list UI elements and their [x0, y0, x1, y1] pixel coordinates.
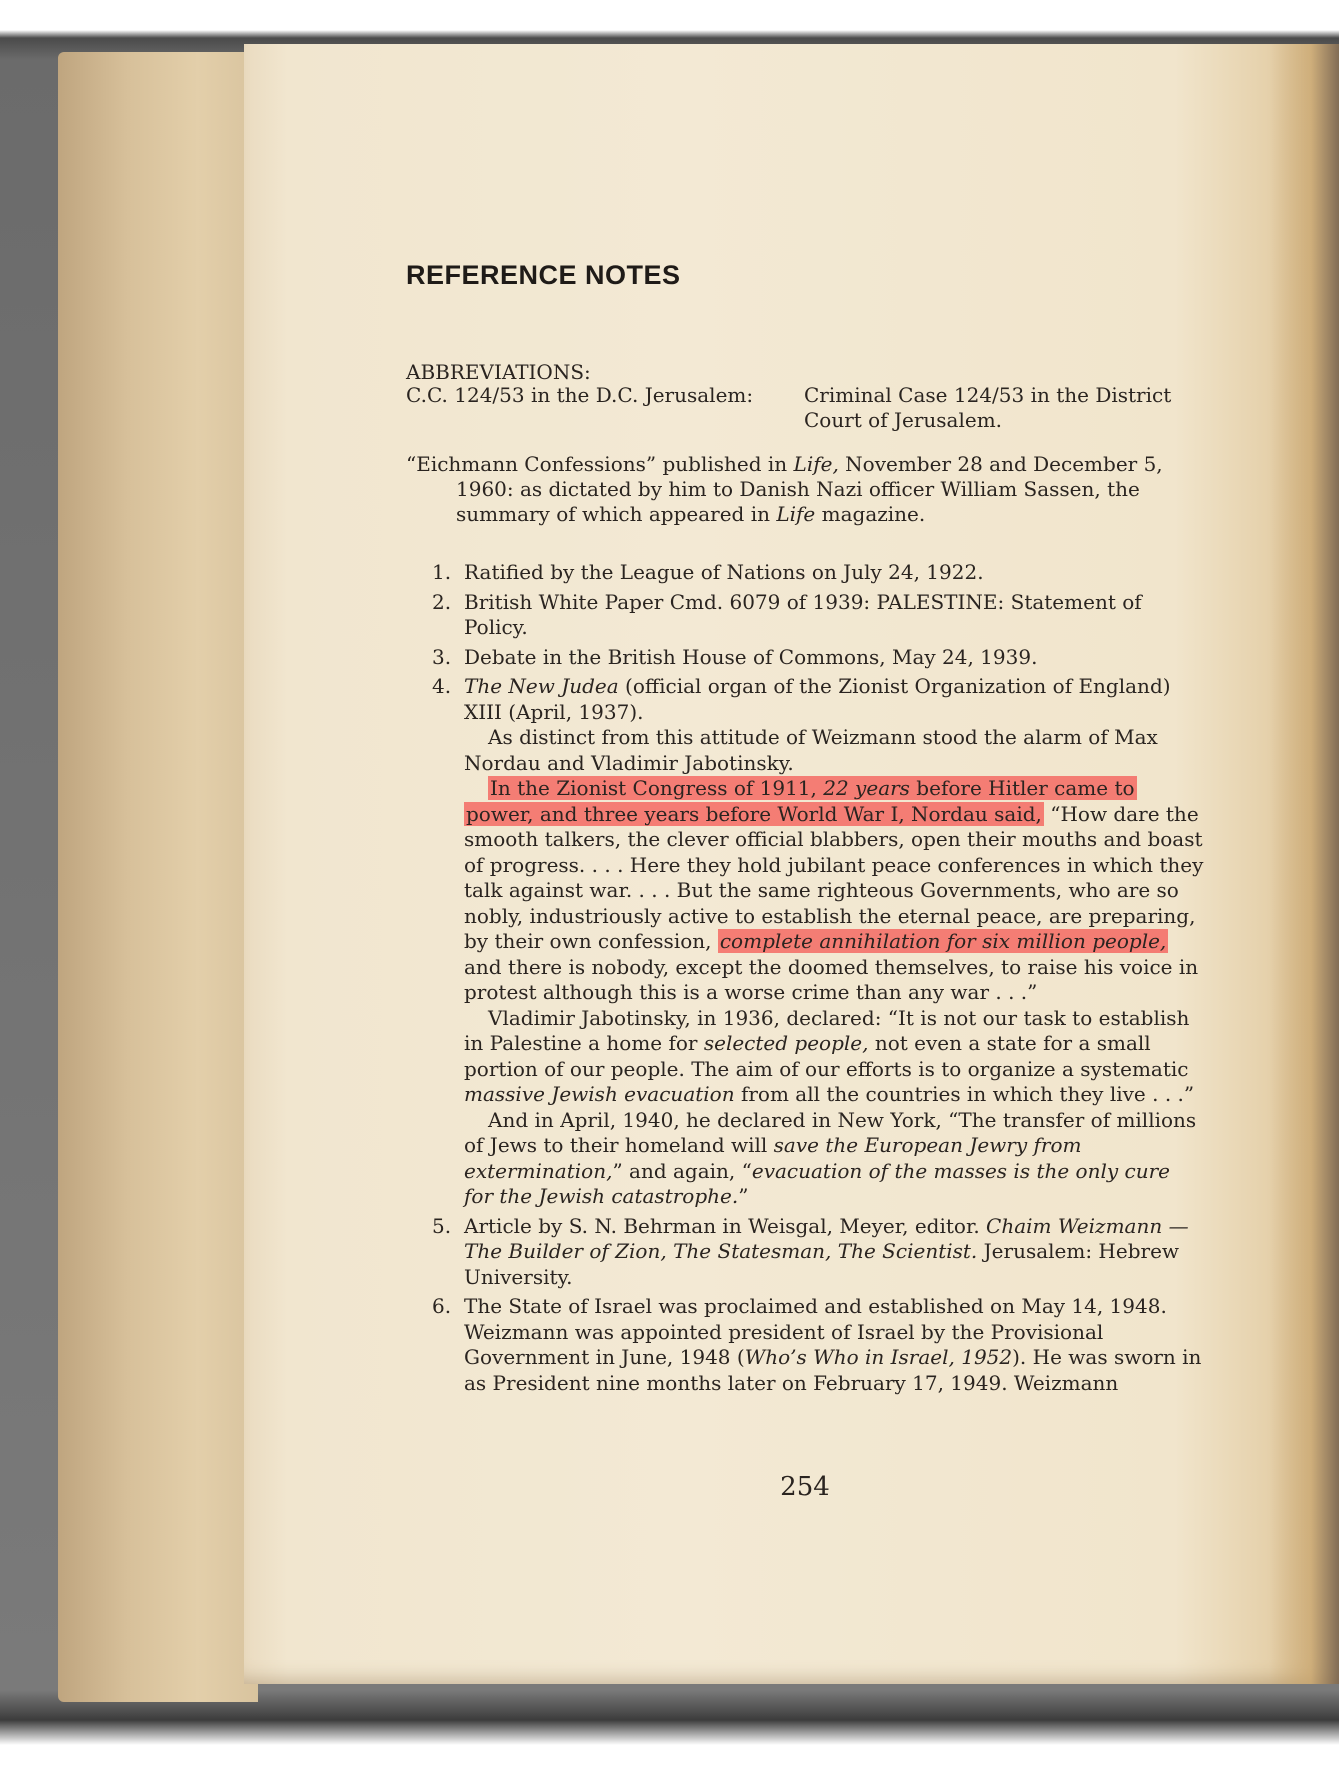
note-4-paragraph-2: As distinct from this attitude of Weizmann stood the alarm of Max Nordau and Vladimir Jabotinsky.: [464, 725, 1158, 775]
highlight-text: In the Zionist Congress of 1911,: [490, 776, 824, 800]
new-york-text-2: ” and again, “: [612, 1158, 752, 1183]
highlight-nordau: [464, 776, 1137, 826]
new-york-text-3: ”: [738, 1184, 749, 1208]
note-4-paragraph-4: [464, 1006, 1204, 1108]
new-york-text: And in April, 1940, he declared in New York, “The transfer of millions of Jews to their homeland will: [464, 1107, 1197, 1157]
confessions-text-3: magazine.: [815, 502, 926, 526]
note-3: [432, 645, 1204, 671]
confessions-life: Life,: [793, 452, 839, 476]
israel-text-2: ). He was sworn in as President nine months later on February 17, 1949. Weizmann: [464, 1345, 1202, 1395]
whos-who-title: Who’s Who in Israel, 1952: [744, 1345, 1013, 1369]
confessions-text: “Eichmann Confessions” published in: [406, 452, 794, 476]
abbreviation-definition: Criminal Case 124/53 in the District Court of Jerusalem.: [804, 383, 1172, 432]
jabotinsky-text-3: from all the countries in which they live . . .”: [734, 1082, 1195, 1106]
book-page-edges: [58, 52, 258, 1702]
note-number: 6.: [432, 1294, 452, 1318]
note-4-paragraph-5: [464, 1108, 1204, 1210]
note-number: 4.: [432, 674, 452, 698]
jabotinsky-text: Vladimir Jabotinsky, in 1936, declared: “It is not our task to establish in Palestine a home for: [464, 1005, 1190, 1055]
highlight-annihilation: complete annihilation for six million people,: [719, 929, 1167, 953]
new-york-italic: save the European Jewry from extermination,: [464, 1133, 1082, 1183]
citation-text: (official organ of the Zionist Organization of England) XIII (April, 1937).: [464, 674, 1171, 724]
note-text: [464, 1214, 1204, 1291]
note-5: [432, 1214, 1204, 1291]
new-york-italic-2: evacuation of the masses is the only cure for the Jewish catastrophe.: [464, 1158, 1171, 1208]
book-title: Chaim Weizmann —The Builder of Zion, The Statesman, The Scientist.: [464, 1213, 1189, 1263]
quote-text-end: and there is nobody, except the doomed themselves, to raise his voice in protest although this is a worse crime than any war . . .”: [464, 954, 1199, 1004]
highlight-text-2: before Hitler came to power, and three years before World War I, Nordau said,: [466, 776, 1135, 826]
note-4-citation: [464, 674, 1204, 725]
reference-notes-list: [432, 560, 1204, 1400]
note-number: 2.: [432, 589, 452, 614]
publisher-text: Jerusalem: Hebrew University.: [464, 1239, 1180, 1289]
highlight-years: 22 years: [823, 776, 910, 800]
note-text: Debate in the British House of Commons, May 24, 1939.: [464, 644, 1038, 669]
page-heading: REFERENCE NOTES: [406, 260, 681, 290]
note-4-paragraph-3: [464, 776, 1204, 1006]
jabotinsky-italic-2: massive Jewish evacuation: [464, 1082, 735, 1106]
publication-title: The New Judea: [464, 674, 619, 698]
israel-text: The State of Israel was proclaimed and established on May 14, 1948. Weizmann was appointed president of Israel by the Provisional Government in June, 1948 (: [464, 1294, 1167, 1369]
note-6: [432, 1294, 1204, 1396]
abbreviations-label: ABBREVIATIONS:: [406, 360, 591, 384]
confessions-entry: [406, 452, 1204, 527]
jabotinsky-italic: selected people,: [703, 1031, 869, 1055]
confessions-life-2: Life: [776, 502, 816, 526]
note-2: [432, 590, 1204, 641]
book-gutter: [1269, 44, 1339, 1684]
quote-text: “How dare the smooth talkers, the clever official blabbers, open their mouths and boast of progress. . . . Here they hold jubilant peace conferences in which they talk against war. . . . But the same righteous Governments, who are so nobly, industriously active to establish the eternal peace, are preparing, by their own confession,: [464, 801, 1204, 953]
note-1: [432, 560, 1204, 586]
jabotinsky-text-2: not even a state for a small portion of our people. The aim of our efforts is to organize a systematic: [464, 1031, 1189, 1081]
confessions-text-2: November 28 and December 5, 1960: as dictated by him to Danish Nazi officer William Sassen, the summary of which appeared in: [456, 452, 1163, 526]
note-text: British White Paper Cmd. 6079 of 1939: PALESTINE: Statement of Policy.: [464, 589, 1142, 639]
abbreviation-term: C.C. 124/53 in the D.C. Jerusalem:: [406, 383, 754, 407]
note-text: Ratified by the League of Nations on July 24, 1922.: [464, 560, 984, 584]
note-number: 5.: [432, 1213, 452, 1238]
note-text: [464, 1294, 1204, 1396]
page-number: 254: [780, 1472, 830, 1502]
note-number: 3.: [432, 644, 452, 669]
note-number: 1.: [432, 560, 452, 584]
article-text: Article by S. N. Behrman in Weisgal, Meyer, editor.: [464, 1213, 987, 1238]
note-4: [432, 674, 1204, 1210]
